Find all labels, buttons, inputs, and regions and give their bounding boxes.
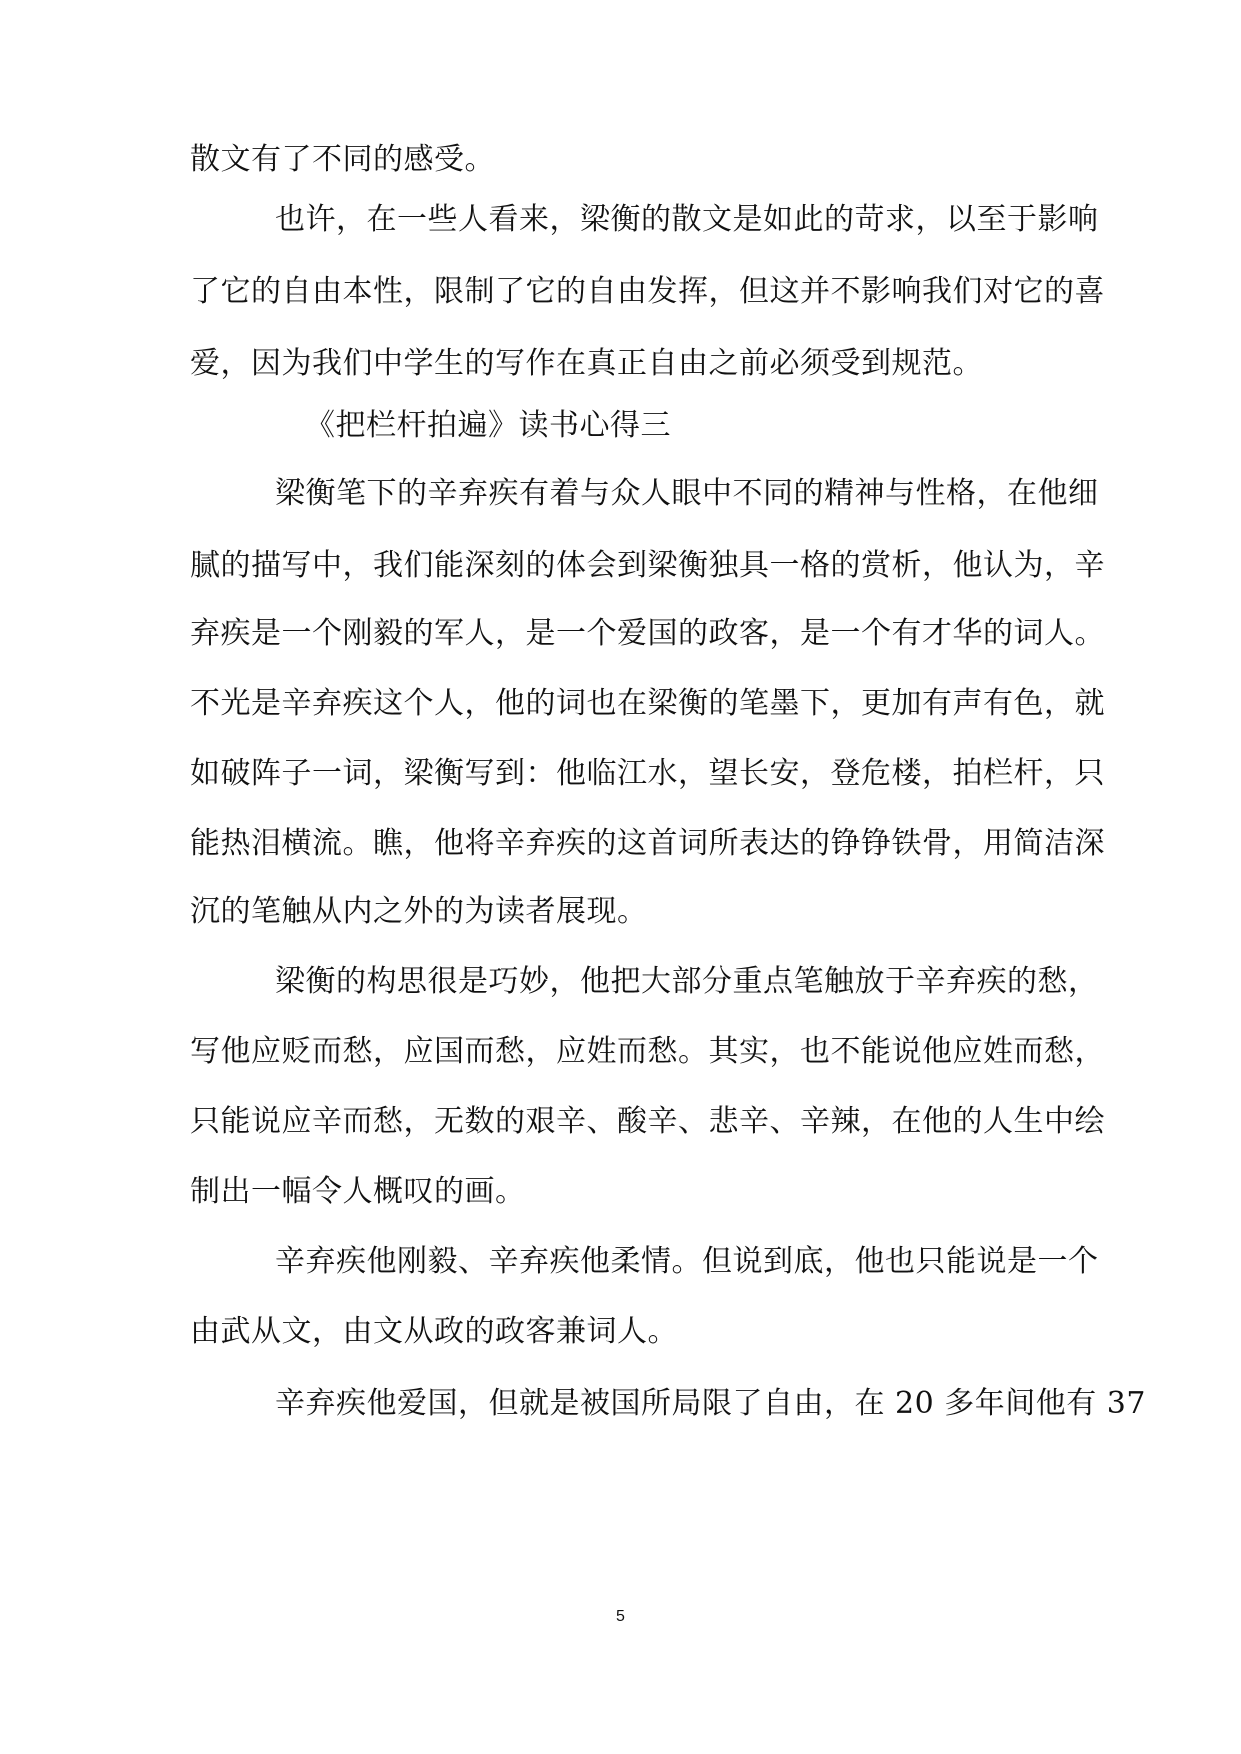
- text-line-13: 梁衡的构思很是巧妙，他把大部分重点笔触放于辛弃疾的愁，: [275, 964, 1099, 999]
- text-line-18: 由武从文，由文从政的政客兼词人。: [190, 1314, 678, 1349]
- text-line-11: 能热泪横流。瞧，他将辛弃疾的这首词所表达的铮铮铁骨，用简洁深: [190, 826, 1105, 861]
- section-title: 《把栏杆拍遍》读书心得三: [305, 408, 671, 443]
- text-line-17: 辛弃疾他刚毅、辛弃疾他柔情。但说到底，他也只能说是一个: [275, 1244, 1099, 1279]
- page-number: 5: [616, 1608, 625, 1625]
- text-line-4: 爱，因为我们中学生的写作在真正自由之前必须受到规范。: [190, 346, 983, 381]
- text-line-16: 制出一幅令人概叹的画。: [190, 1174, 526, 1209]
- text-line-2: 也许，在一些人看来，梁衡的散文是如此的苛求，以至于影响: [275, 202, 1099, 237]
- text-line-12: 沉的笔触从内之外的为读者展现。: [190, 894, 648, 929]
- text-line-3: 了它的自由本性，限制了它的自由发挥，但这并不影响我们对它的喜: [190, 274, 1105, 309]
- text-line-9: 不光是辛弃疾这个人，他的词也在梁衡的笔墨下，更加有声有色，就: [190, 686, 1105, 721]
- text-line-6: 梁衡笔下的辛弃疾有着与众人眼中不同的精神与性格，在他细: [275, 476, 1099, 511]
- text-line-7: 腻的描写中，我们能深刻的体会到梁衡独具一格的赏析，他认为，辛: [190, 548, 1105, 583]
- text-line-1: 散文有了不同的感受。: [190, 142, 495, 177]
- text-line-10: 如破阵子一词，梁衡写到：他临江水，望长安，登危楼，拍栏杆，只: [190, 756, 1105, 791]
- text-line-14: 写他应贬而愁，应国而愁，应姓而愁。其实，也不能说他应姓而愁，: [190, 1034, 1105, 1069]
- text-line-19: 辛弃疾他爱国，但就是被国所局限了自由，在 20 多年间他有 37: [275, 1386, 1146, 1421]
- text-line-15: 只能说应辛而愁，无数的艰辛、酸辛、悲辛、辛辣，在他的人生中绘: [190, 1104, 1105, 1139]
- text-line-8: 弃疾是一个刚毅的军人，是一个爱国的政客，是一个有才华的词人。: [190, 616, 1105, 651]
